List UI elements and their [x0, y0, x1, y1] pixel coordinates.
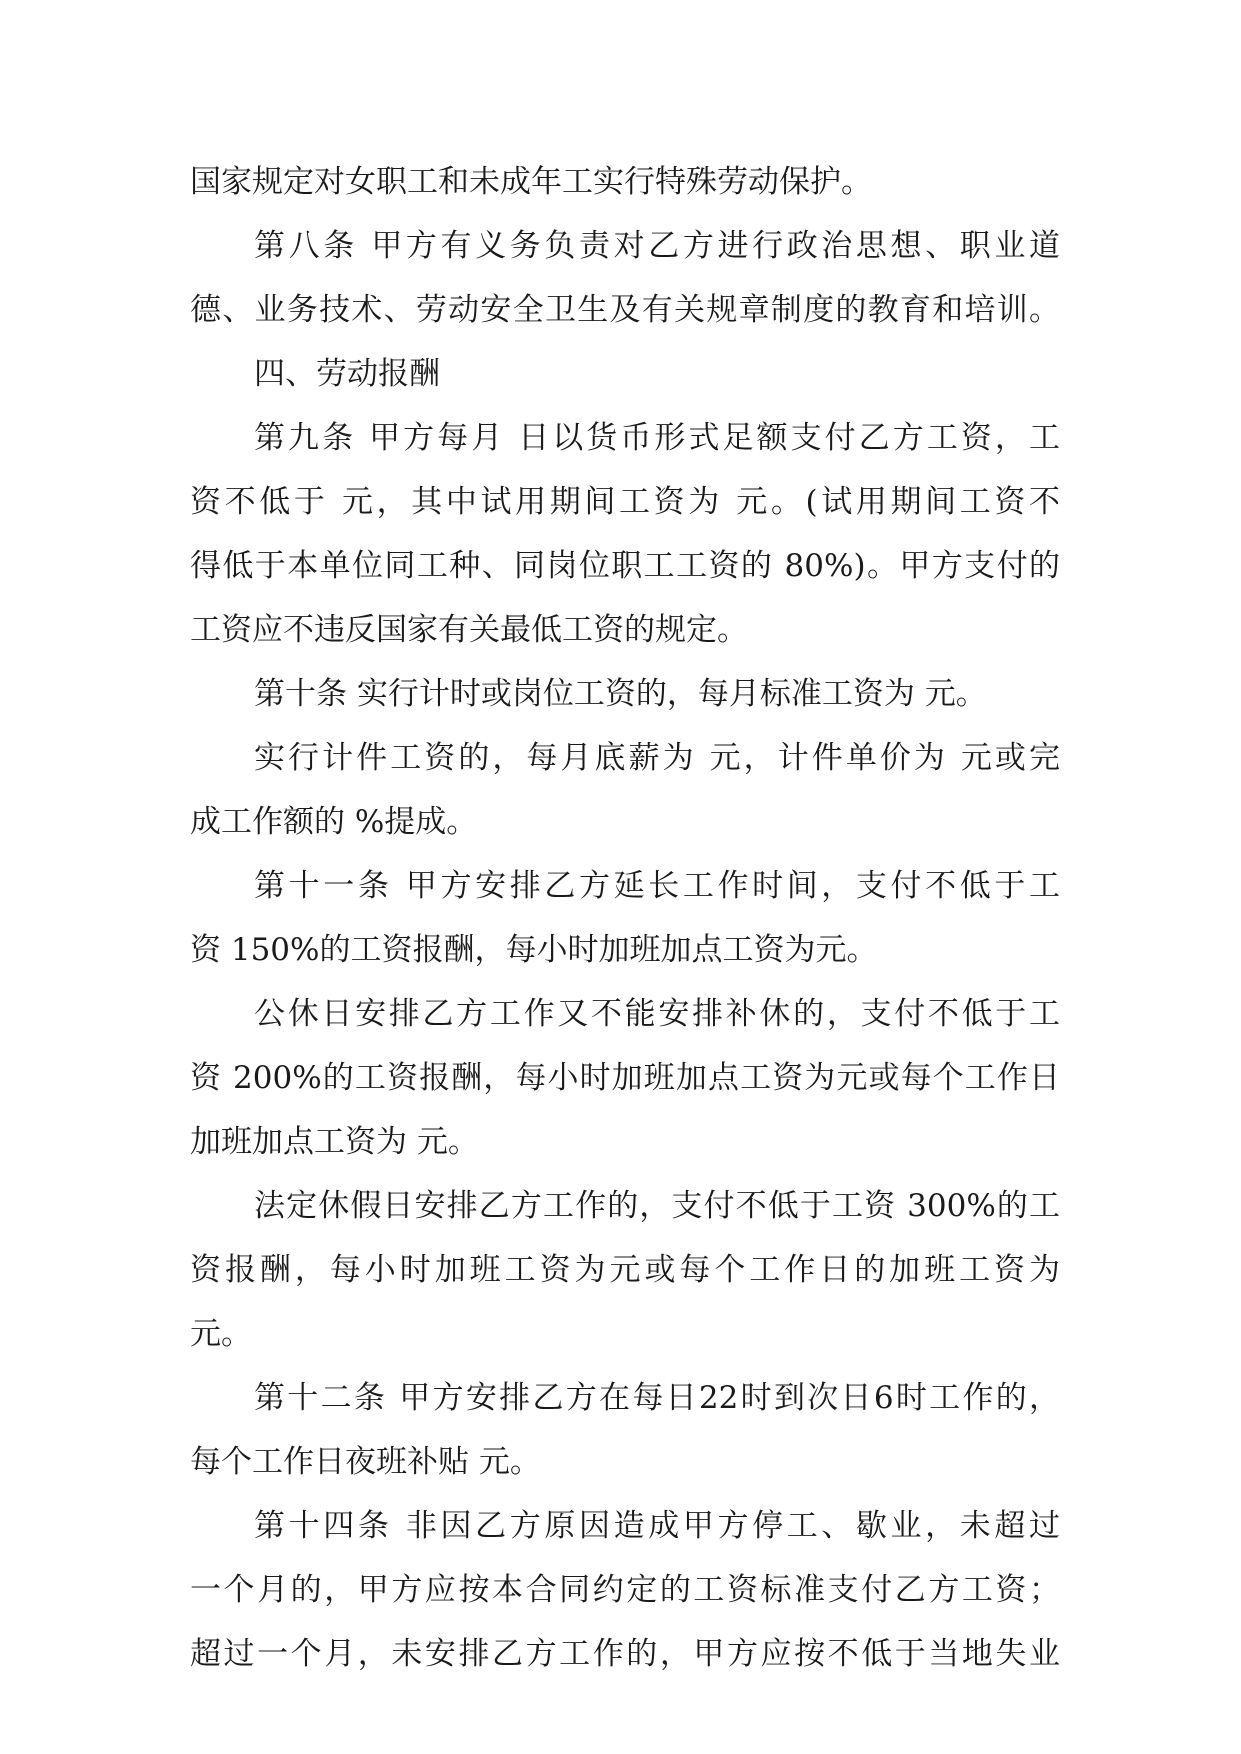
text-line: 国家规定对女职工和未成年工实行特殊劳动保护。: [190, 164, 872, 200]
article-11-heading-line: 第十一条 甲方安排乙方延长工作时间，支付不低于工: [254, 868, 1060, 904]
text-line: 资 200%的工资报酬，每小时加班加点工资为元或每个工作日: [190, 1060, 1060, 1096]
text-line: 一个月的，甲方应按本合同约定的工资标准支付乙方工资；: [190, 1572, 1060, 1608]
article-12-heading-line: 第十二条 甲方安排乙方在每日22时到次日6时工作的，: [254, 1380, 1060, 1416]
text-line: 资不低于 元，其中试用期间工资为 元。(试用期间工资不: [190, 484, 1060, 520]
text-line: 资 150%的工资报酬，每小时加班加点工资为元。: [190, 932, 878, 968]
text-line: 资报酬，每小时加班工资为元或每个工作日的加班工资为: [190, 1252, 1060, 1288]
article-8-heading-line: 第八条 甲方有义务负责对乙方进行政治思想、职业道: [254, 228, 1060, 264]
text-line: 实行计件工资的，每月底薪为 元，计件单价为 元或完: [254, 740, 1060, 776]
text-line: 得低于本单位同工种、同岗位职工工资的 80%)。甲方支付的: [190, 548, 1060, 584]
article-9-heading-line: 第九条 甲方每月 日以货币形式足额支付乙方工资，工: [254, 420, 1060, 456]
document-body: [190, 150, 1060, 1686]
text-line: 公休日安排乙方工作又不能安排补休的，支付不低于工: [254, 996, 1060, 1032]
article-14-heading-line: 第十四条 非因乙方原因造成甲方停工、歇业，未超过: [254, 1508, 1060, 1544]
article-10-heading-line: 第十条 实行计时或岗位工资的，每月标准工资为 元。: [254, 676, 987, 712]
text-line: 工资应不违反国家有关最低工资的规定。: [190, 612, 748, 648]
text-line: 超过一个月，未安排乙方工作的，甲方应按不低于当地失业: [190, 1636, 1060, 1672]
section-heading: 四、劳动报酬: [254, 356, 440, 392]
text-line: 每个工作日夜班补贴 元。: [190, 1444, 541, 1480]
text-line: 加班加点工资为 元。: [190, 1124, 479, 1160]
text-line: 元。: [190, 1316, 252, 1352]
text-line: 成工作额的 %提成。: [190, 804, 478, 840]
text-line: 法定休假日安排乙方工作的，支付不低于工资 300%的工: [254, 1188, 1060, 1224]
text-line: 德、业务技术、劳动安全卫生及有关规章制度的教育和培训。: [190, 292, 1060, 328]
